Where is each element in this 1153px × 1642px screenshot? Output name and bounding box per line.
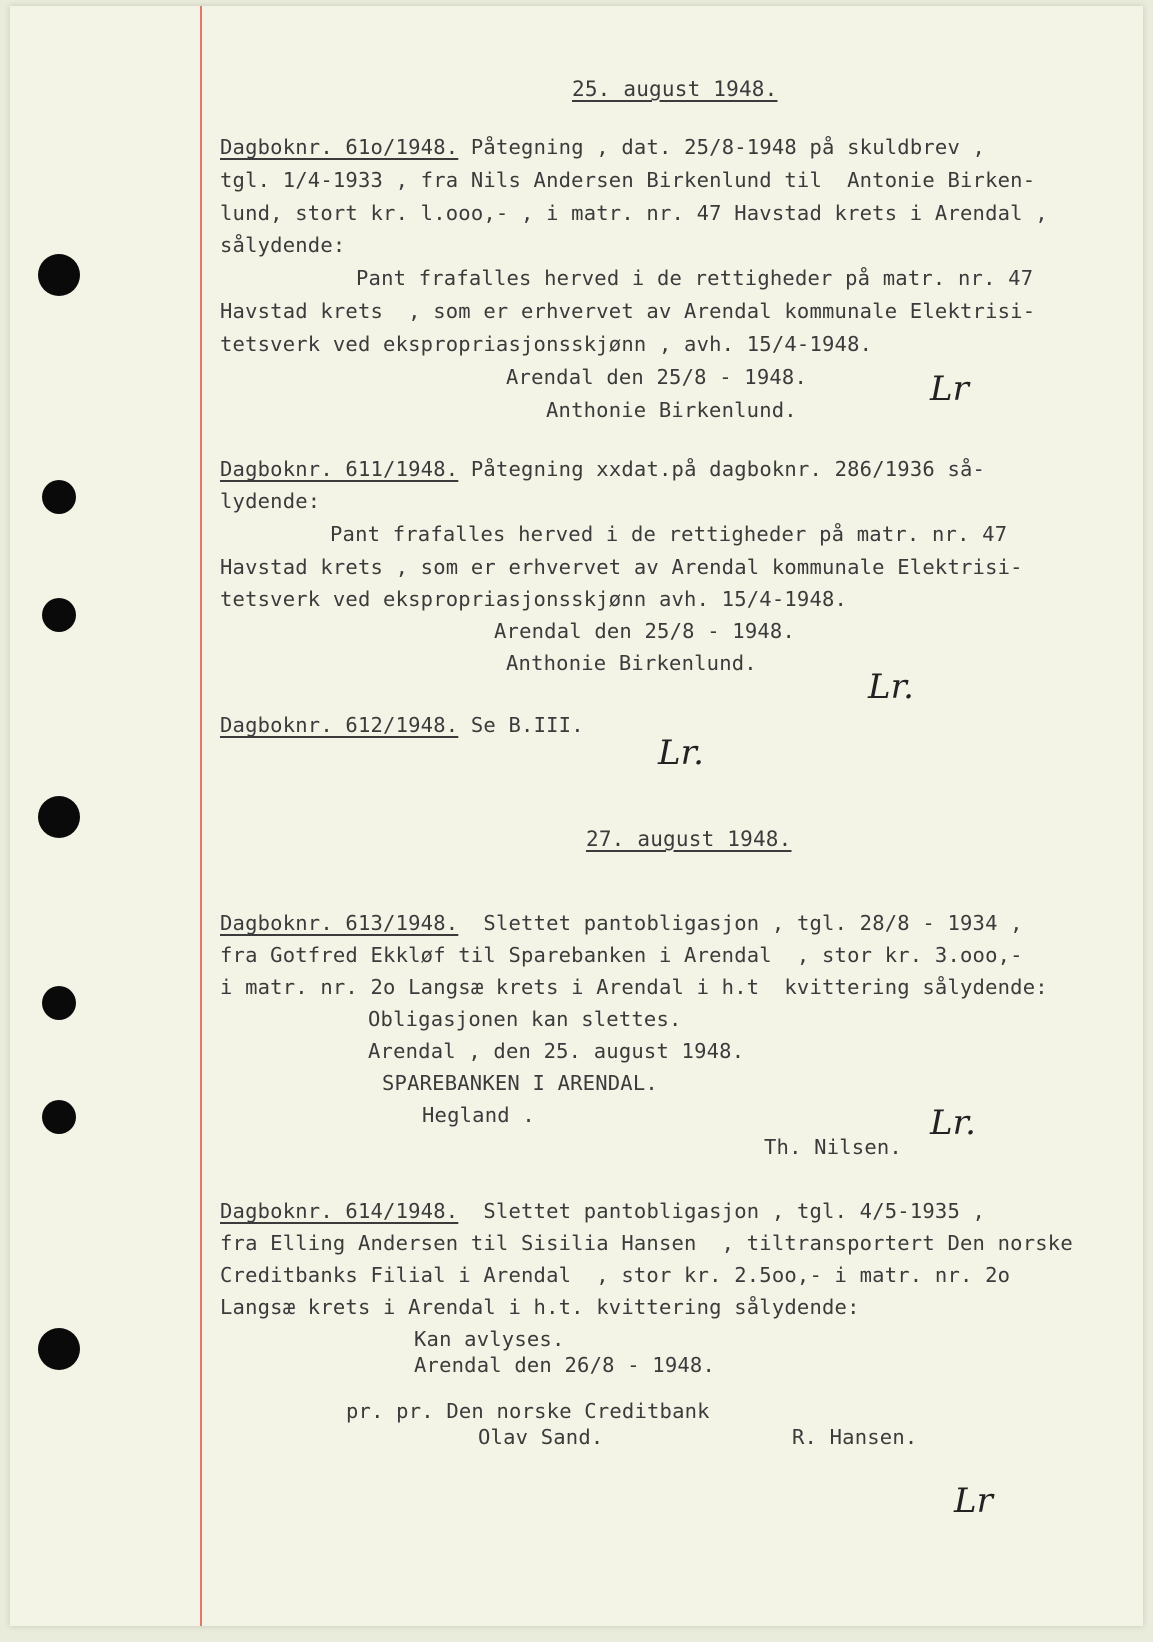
- date-heading: 27. august 1948.: [586, 827, 792, 851]
- handwritten-initials: Lr.: [658, 733, 704, 773]
- punch-hole: [42, 480, 76, 514]
- entry-614-first-line: [220, 1198, 985, 1224]
- punch-hole: [38, 254, 80, 296]
- handwritten-initials: Lr: [954, 1481, 993, 1521]
- text-line: fra Gotfred Ekkløf til Sparebanken i Arendal , stor kr. 3.ooo,-: [220, 943, 1023, 967]
- handwritten-initials: Lr.: [868, 667, 914, 707]
- punch-hole: [38, 1328, 80, 1370]
- text-line: tgl. 1/4-1933 , fra Nils Andersen Birkenlund til Antonie Birken-: [220, 168, 1036, 192]
- entry-heading: Slettet pantobligasjon , tgl. 28/8 - 1934 ,: [458, 911, 1023, 935]
- text-line: lydende:: [220, 489, 321, 513]
- handwritten-initials: Lr: [930, 369, 969, 409]
- text-line: Havstad krets , som er erhvervet av Arendal kommunale Elektrisi-: [220, 299, 1036, 323]
- text-line: Obligasjonen kan slettes.: [368, 1007, 682, 1031]
- signatory: Anthonie Birkenlund.: [506, 651, 757, 675]
- place-date: Arendal , den 25. august 1948.: [368, 1039, 745, 1063]
- punch-hole: [42, 986, 76, 1020]
- entry-613-first-line: [220, 910, 1023, 936]
- punch-hole: [42, 598, 76, 632]
- entry-ref: Dagboknr. 61o/1948.: [220, 135, 459, 159]
- signatory: Olav Sand.: [478, 1425, 604, 1449]
- text-line: Kan avlyses.: [414, 1327, 565, 1351]
- entry-612-first-line: [220, 712, 584, 738]
- text-line: tetsverk ved ekspropriasjonsskjønn avh. 15/4-1948.: [220, 587, 848, 611]
- text-line: sålydende:: [220, 233, 346, 257]
- punch-hole: [42, 1100, 76, 1134]
- entry-611-first-line: [220, 456, 985, 482]
- entry-ref: Dagboknr. 612/1948.: [220, 713, 459, 737]
- signatory: Hegland .: [422, 1103, 535, 1127]
- place-date: Arendal den 26/8 - 1948.: [414, 1353, 716, 1377]
- signatory: SPAREBANKEN I ARENDAL.: [382, 1071, 658, 1095]
- signatory: Anthonie Birkenlund.: [546, 398, 797, 422]
- text-line: fra Elling Andersen til Sisilia Hansen , tiltransportert Den norske: [220, 1231, 1073, 1255]
- entry-610-first-line: [220, 134, 985, 160]
- text-line: Pant frafalles herved i de rettigheder på matr. nr. 47: [356, 266, 1034, 290]
- margin-rule: [200, 6, 202, 1626]
- handwritten-initials: Lr.: [930, 1103, 976, 1143]
- signatory: R. Hansen.: [792, 1425, 918, 1449]
- place-date: Arendal den 25/8 - 1948.: [494, 619, 796, 643]
- text-line: tetsverk ved ekspropriasjonsskjønn , avh. 15/4-1948.: [220, 332, 873, 356]
- text-line: Pant frafalles herved i de rettigheder på matr. nr. 47: [330, 522, 1008, 546]
- date-heading: 25. august 1948.: [572, 77, 778, 101]
- entry-ref: Dagboknr. 613/1948.: [220, 911, 459, 935]
- entry-heading: Påtegning xxdat.på dagboknr. 286/1936 så-: [458, 457, 986, 481]
- signatory: pr. pr. Den norske Creditbank: [346, 1399, 710, 1423]
- punch-hole: [38, 796, 80, 838]
- entry-heading: Slettet pantobligasjon , tgl. 4/5-1935 ,: [458, 1199, 986, 1223]
- signatory: Th. Nilsen.: [764, 1135, 902, 1159]
- text-line: i matr. nr. 2o Langsæ krets i Arendal i h.t kvittering sålydende:: [220, 975, 1048, 999]
- text-line: Langsæ krets i Arendal i h.t. kvittering sålydende:: [220, 1295, 860, 1319]
- text-line: lund, stort kr. l.ooo,- , i matr. nr. 47 Havstad krets i Arendal ,: [220, 201, 1048, 225]
- entry-ref: Dagboknr. 614/1948.: [220, 1199, 459, 1223]
- document-page: [10, 6, 1143, 1626]
- place-date: Arendal den 25/8 - 1948.: [506, 365, 808, 389]
- text-line: Creditbanks Filial i Arendal , stor kr. 2.5oo,- i matr. nr. 2o: [220, 1263, 1011, 1287]
- text-line: Havstad krets , som er erhvervet av Arendal kommunale Elektrisi-: [220, 555, 1023, 579]
- entry-ref: Dagboknr. 611/1948.: [220, 457, 459, 481]
- entry-heading: Se B.III.: [458, 713, 584, 737]
- entry-heading: Påtegning , dat. 25/8-1948 på skuldbrev ,: [458, 135, 986, 159]
